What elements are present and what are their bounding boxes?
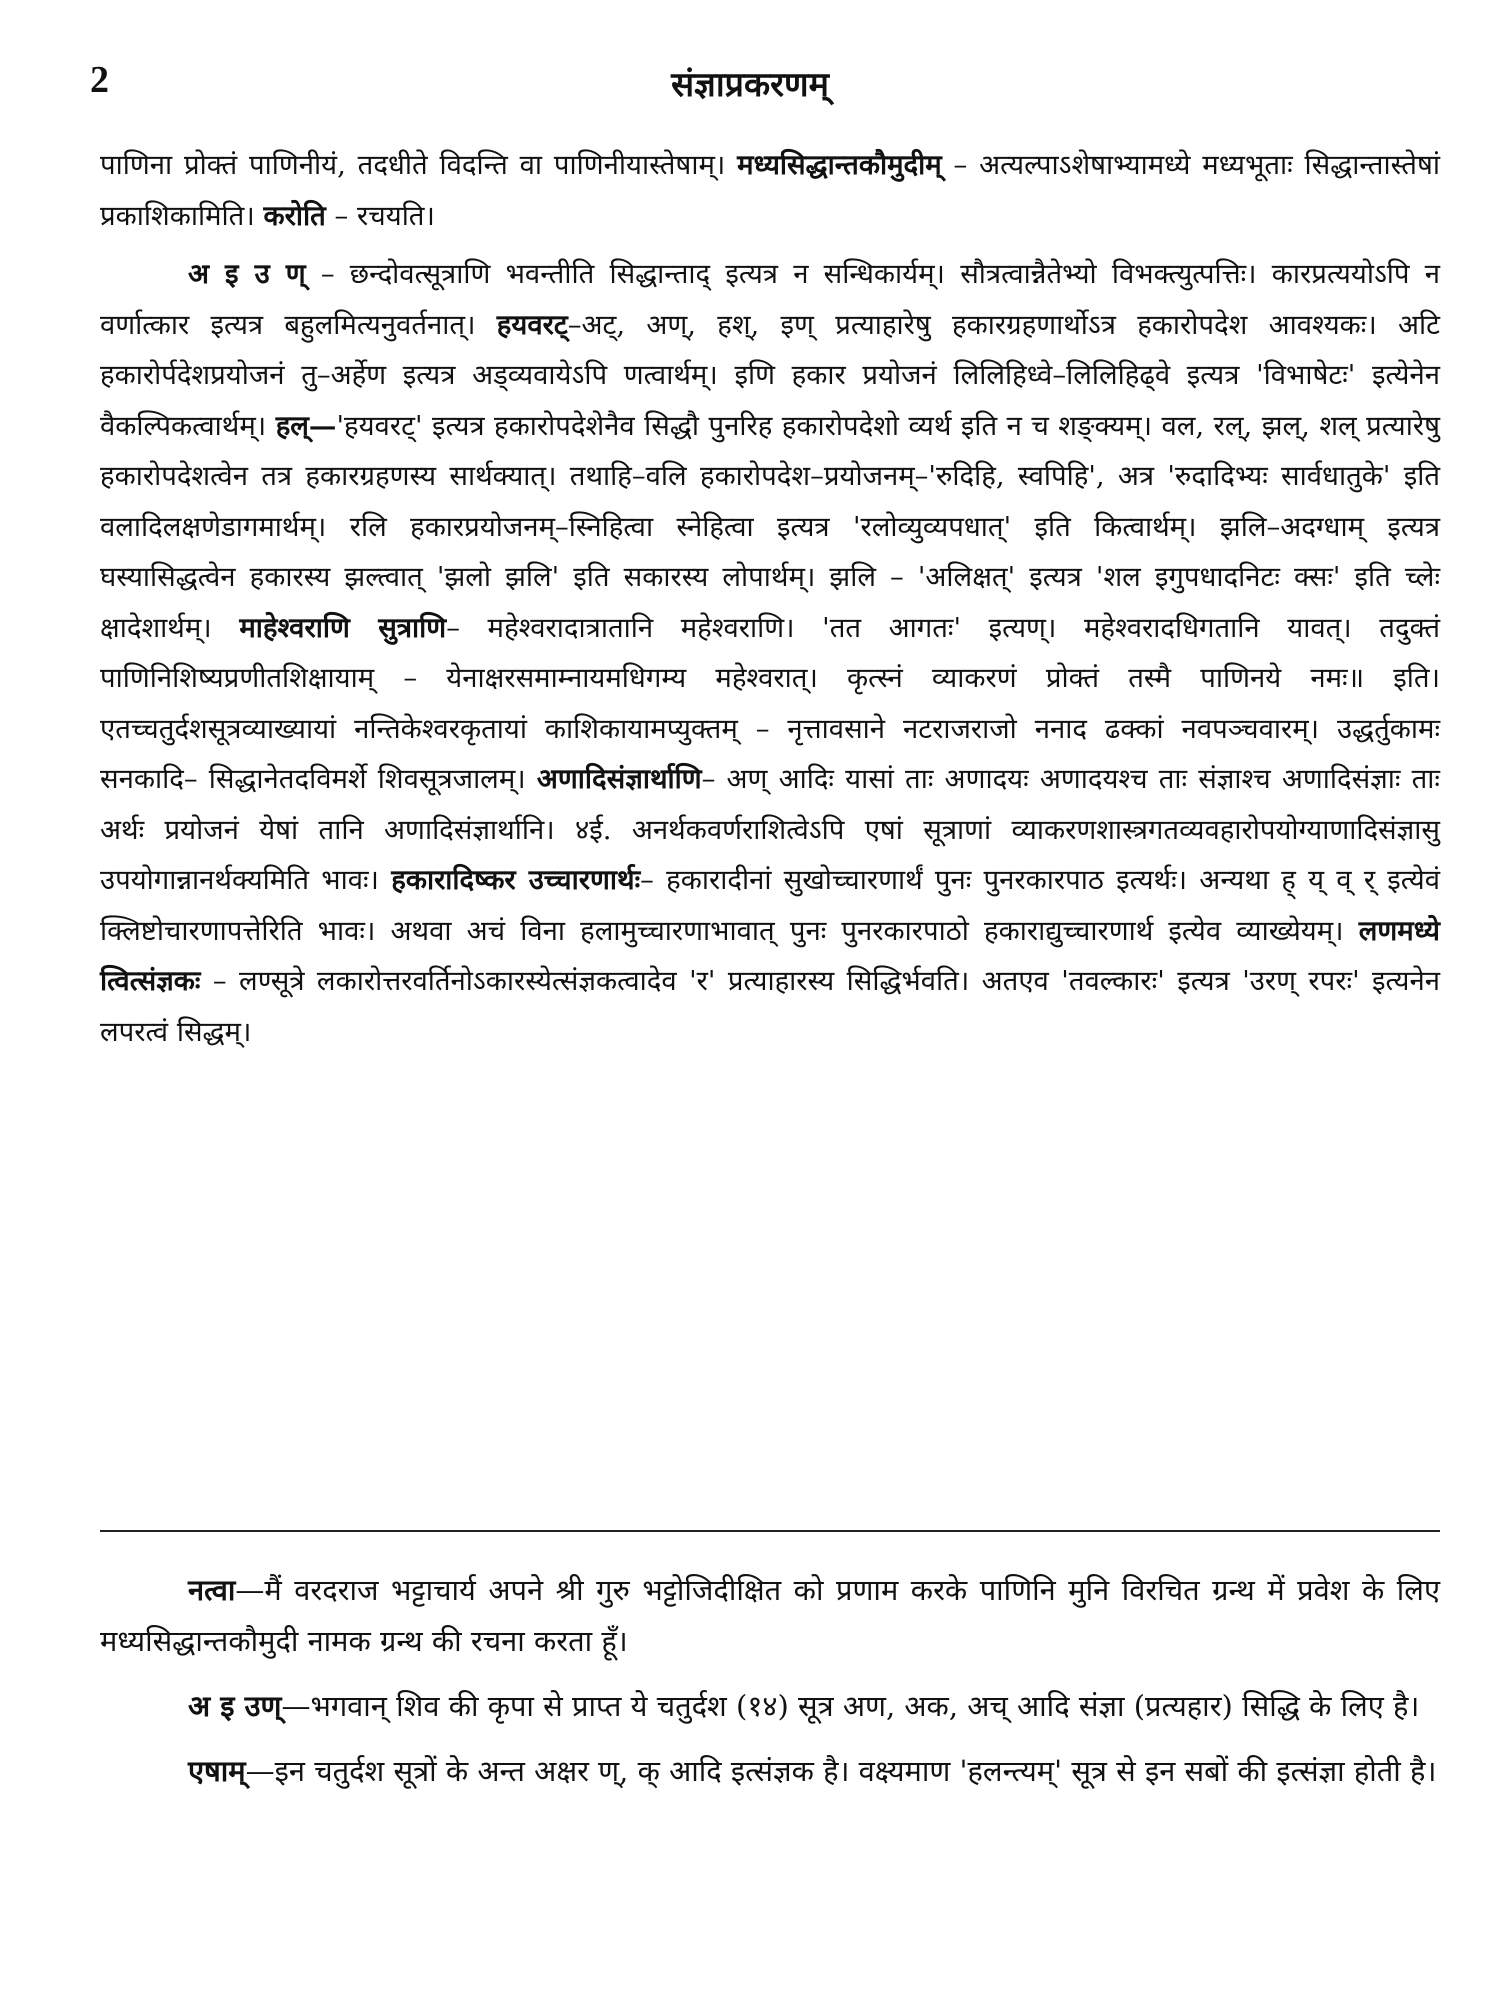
footnote-divider bbox=[100, 1530, 1440, 1532]
hindi-notes-block bbox=[100, 1565, 1440, 1811]
commentary-text: – हकारादीनां सुखोच्चारणार्थं पुनः पुनरकारपाठ इत्यर्थः। अन्यथा ह् य् व् र् इत्येवं क्लिष्टोचारणापत्तेरिति भावः। अथवा अचं विना हलामुच्चारणाभावात् पुनः पुनरकारपाठो हकाराद्युच्चारणार्थ इत्येव व्याख्येयम्। bbox=[100, 864, 1441, 947]
note-text: —मैं वरदराज भट्टाचार्य अपने श्री गुरु भट्टोजिदीक्षित को प्रणाम करके पाणिनि मुनि विरचित ग्रन्थ में प्रवेश के लिए मध्यसिद्धान्तकौमुदी नामक ग्रन्थ की रचना करता हूँ। bbox=[100, 1573, 1440, 1658]
commentary-text: – अण् आदिः यासां ताः अणादयः अणादयश्च ताः संज्ञाश्च अणादिसंज्ञाः ताः अर्थः प्रयोजनं येषां तानि अणादिसंज्ञार्थानि। ४ई. अनर्थकवर्णराशित्वेऽपि एषां सूत्राणां व्याकरणशास्त्रगतव्यवहारोपयोग्याणादिसंज्ञासु उपयोगान्नानर्थक्यमिति भावः। bbox=[100, 763, 1440, 896]
note-heading: अ इ उण् bbox=[188, 1689, 282, 1723]
term-heading: हल्— bbox=[275, 409, 337, 442]
commentary-text: पाणिना प्रोक्तं पाणिनीयं, तदधीते विदन्ति वा पाणिनीयास्तेषाम्। bbox=[100, 149, 726, 181]
note-text: —इन चतुर्दश सूत्रों के अन्त अक्षर ण्, क् आदि इत्संज्ञक है। वक्ष्यमाण 'हलन्त्यम्' सूत्र से इन सबों की इत्संज्ञा होती है। bbox=[245, 1754, 1437, 1788]
commentary-text: – लण्सूत्रे लकारोत्तरवर्तिनोऽकारस्येत्संज्ञकत्वादेव 'र' प्रत्याहारस्य सिद्धिर्भवति। अतएव 'तवल्कारः' इत्यत्र 'उरण् रपरः' इत्यनेन लपरत्वं सिद्धम्। bbox=[100, 965, 1440, 1048]
term-heading: हकारादिष्कर उच्चारणार्थः bbox=[391, 864, 641, 896]
commentary-text: – अत्यल्पाऽशेषाभ्यामध्ये मध्यभूताः सिद्धान्तास्तेषां प्रकाशिकामिति। bbox=[100, 149, 1440, 232]
note-paragraph-3 bbox=[100, 1746, 1440, 1797]
term-heading: माहेश्वराणि सुत्राणि bbox=[239, 611, 447, 644]
term-heading: अणादिसंज्ञार्थाणि bbox=[536, 763, 702, 795]
note-heading: एषाम् bbox=[188, 1754, 246, 1788]
commentary-text: – छन्दोवत्सूत्राणि भवन्तीति सिद्धान्ताद् इत्यत्र न सन्धिकार्यम्। सौत्रत्वान्नैतेभ्यो विभक्त्युत्पत्तिः। कारप्रत्ययोऽपि न वर्णात्कार इत्यत्र बहुलमित्यनुवर्तनात्। bbox=[100, 258, 1441, 341]
commentary-text: – रचयति। bbox=[325, 199, 435, 232]
term-heading: अ इ उ ण् bbox=[188, 258, 306, 290]
commentary-paragraph-2 bbox=[100, 249, 1440, 1057]
note-paragraph-2 bbox=[100, 1681, 1440, 1732]
page-number: 2 bbox=[90, 59, 109, 101]
commentary-block bbox=[100, 140, 1440, 1065]
note-text: —भगवान् शिव की कृपा से प्राप्त ये चतुर्दश (१४) सूत्र अण, अक, अच् आदि संज्ञा (प्रत्यहार) सिद्धि के लिए है। bbox=[281, 1689, 1420, 1723]
commentary-paragraph-1 bbox=[100, 140, 1440, 241]
term-heading: हयवरट् bbox=[496, 308, 568, 341]
term-heading: करोति bbox=[263, 199, 326, 232]
commentary-text: 'हयवरट्' इत्यत्र हकारोपदेशेनैव सिद्धौ पुनरिह हकारोपदेशो व्यर्थ इति न च शङ्क्यम्। वल, रल्, झल्, शल् प्रत्यारेषु हकारोपदेशत्वेन तत्र हकारग्रहणस्य सार्थक्यात्। तथाहि–वलि हकारोपदेश–प्रयोजनम्–'रुदिहि, स्वपिहि', अत्र 'रुदादिभ्यः सार्वधातुके' इति वलादिलक्षणेडागमार्थम्। रलि हकारप्रयोजनम्–स्निहित्वा स्नेहित्वा इत्यत्र 'रलोव्युव्यपधात्' इति कित्वार्थम्। झलि–अदग्धाम् इत्यत्र घस्यासिद्धत्वेन हकारस्य झल्त्वात् 'झलो झलि' इति सकारस्य लोपार्थम्। झलि – 'अलिक्षत्' इत्यत्र 'शल इगुपधादनिटः क्सः' इति च्लेः क्षादेशार्थम्। bbox=[100, 409, 1440, 644]
term-heading: मध्यसिद्धान्तकौमुदीम् bbox=[737, 149, 942, 181]
term-heading: लणमध्ये त्वित्संज्ञकः bbox=[100, 914, 1440, 997]
running-head-title: संज्ञाप्रकरणम् bbox=[671, 65, 829, 105]
note-heading: नत्वा bbox=[188, 1573, 236, 1607]
note-paragraph-1 bbox=[100, 1565, 1440, 1667]
commentary-text: – महेश्वरादात्रातानि महेश्वराणि। 'तत आगतः' इत्यण्। महेश्वरादधिगतानि यावत्। तदुक्तं पाणिनिशिष्यप्रणीतशिक्षायाम् – येनाक्षरसमाम्नायमधिगम्य महेश्वरात्। कृत्स्नं व्याकरणं प्रोक्तं तस्मै पाणिनये नमः॥ इति। एतच्चतुर्दशसूत्रव्याख्यायां नन्तिकेश्वरकृतायां काशिकायामप्युक्तम् – नृत्तावसाने नटराजराजो ननाद ढक्कां नवपञ्चवारम्। उद्धर्तुकामः सनकादि– सिद्धानेतदविमर्शे शिवसूत्रजालम्। bbox=[100, 611, 1441, 795]
commentary-text: –अट्, अण्, हश्, इण् प्रत्याहारेषु हकारग्रहणार्थोऽत्र हकारोपदेश आवश्यकः। अटि हकारोर्पदेशप्रयोजनं तु–अर्हेण इत्यत्र अड्व्यवायेऽपि णत्वार्थम्। इणि हकार प्रयोजनं लिलिहिध्वे–लिलिहिढ्वे इत्यत्र 'विभाषेटः' इत्येनेन वैकल्पिकत्वार्थम्। bbox=[100, 308, 1440, 442]
